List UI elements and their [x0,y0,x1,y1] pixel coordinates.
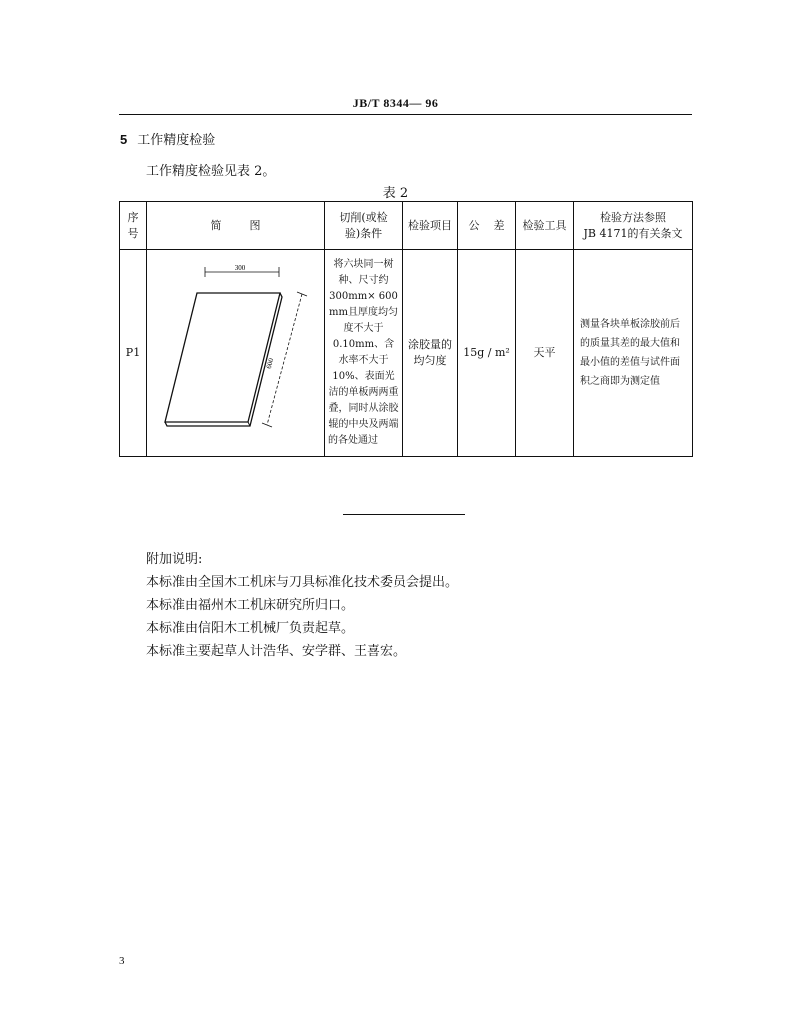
row-item-line1: 涂胶量的 [408,338,452,351]
notes-line: 本标准由全国木工机床与刀具标准化技术委员会提出。 [146,575,459,590]
row-tolerance: 15g / m² [458,250,516,457]
end-separator [343,514,465,515]
header-seq-line2: 号 [127,226,139,240]
table-header-row [120,202,693,250]
header-tolerance: 公 差 [458,202,516,250]
header-method [574,202,693,250]
section-heading [120,129,215,148]
header-diagram: 简 图 [147,202,325,250]
row-item [403,250,458,457]
section-intro: 工作精度检验见表 2。 [146,164,276,179]
notes-line: 本标准主要起草人计浩华、安学群、王喜宏。 [146,644,407,659]
header-tool: 检验工具 [516,202,574,250]
header-condition-line1: 切削(或检 [339,210,388,224]
table-row [120,250,693,457]
row-method: 测量各块单板涂胶前后的质量其差的最大值和最小值的差值与试件面积之商即为测定值 [574,250,693,457]
header-seq-line1: 序 [127,210,139,224]
inspection-table [119,201,693,457]
row-tool: 天平 [516,250,574,457]
table-title: 表 2 [382,186,409,201]
notes-heading: 附加说明: [146,552,203,567]
section-title: 工作精度检验 [137,133,216,148]
additional-notes [146,548,458,663]
notes-line: 本标准由福州木工机床研究所归口。 [146,598,355,613]
row-item-line2: 均匀度 [413,354,447,367]
header-method-line1: 检验方法参照 [600,210,666,224]
section-number: 5 [120,132,128,147]
veneer-sketch [147,250,325,456]
standard-header: JB/T 8344— 96 [352,96,439,110]
veneer-sheet-top [165,293,280,422]
notes-line: 本标准由信阳木工机械厂负责起草。 [146,621,355,636]
row-seq: P1 [120,250,147,457]
row-diagram [147,250,325,457]
header-rule [119,114,692,115]
header-item: 检验项目 [403,202,458,250]
row-condition: 将六块同一树种、尺寸约300mm× 600 mm且厚度均匀度不大于0.10mm、含水率不大于10%、表面光洁的单板两两重叠，同时从涂胶辊的中央及两端的各处通过 [325,250,403,457]
length-label: 600 [264,357,276,370]
width-label: 300 [234,264,246,272]
page-number: 3 [119,955,125,967]
header-seq [120,202,147,250]
header-method-line2: JB 4171的有关条文 [583,226,683,240]
header-condition-line2: 验)条件 [344,226,383,240]
header-condition [325,202,403,250]
